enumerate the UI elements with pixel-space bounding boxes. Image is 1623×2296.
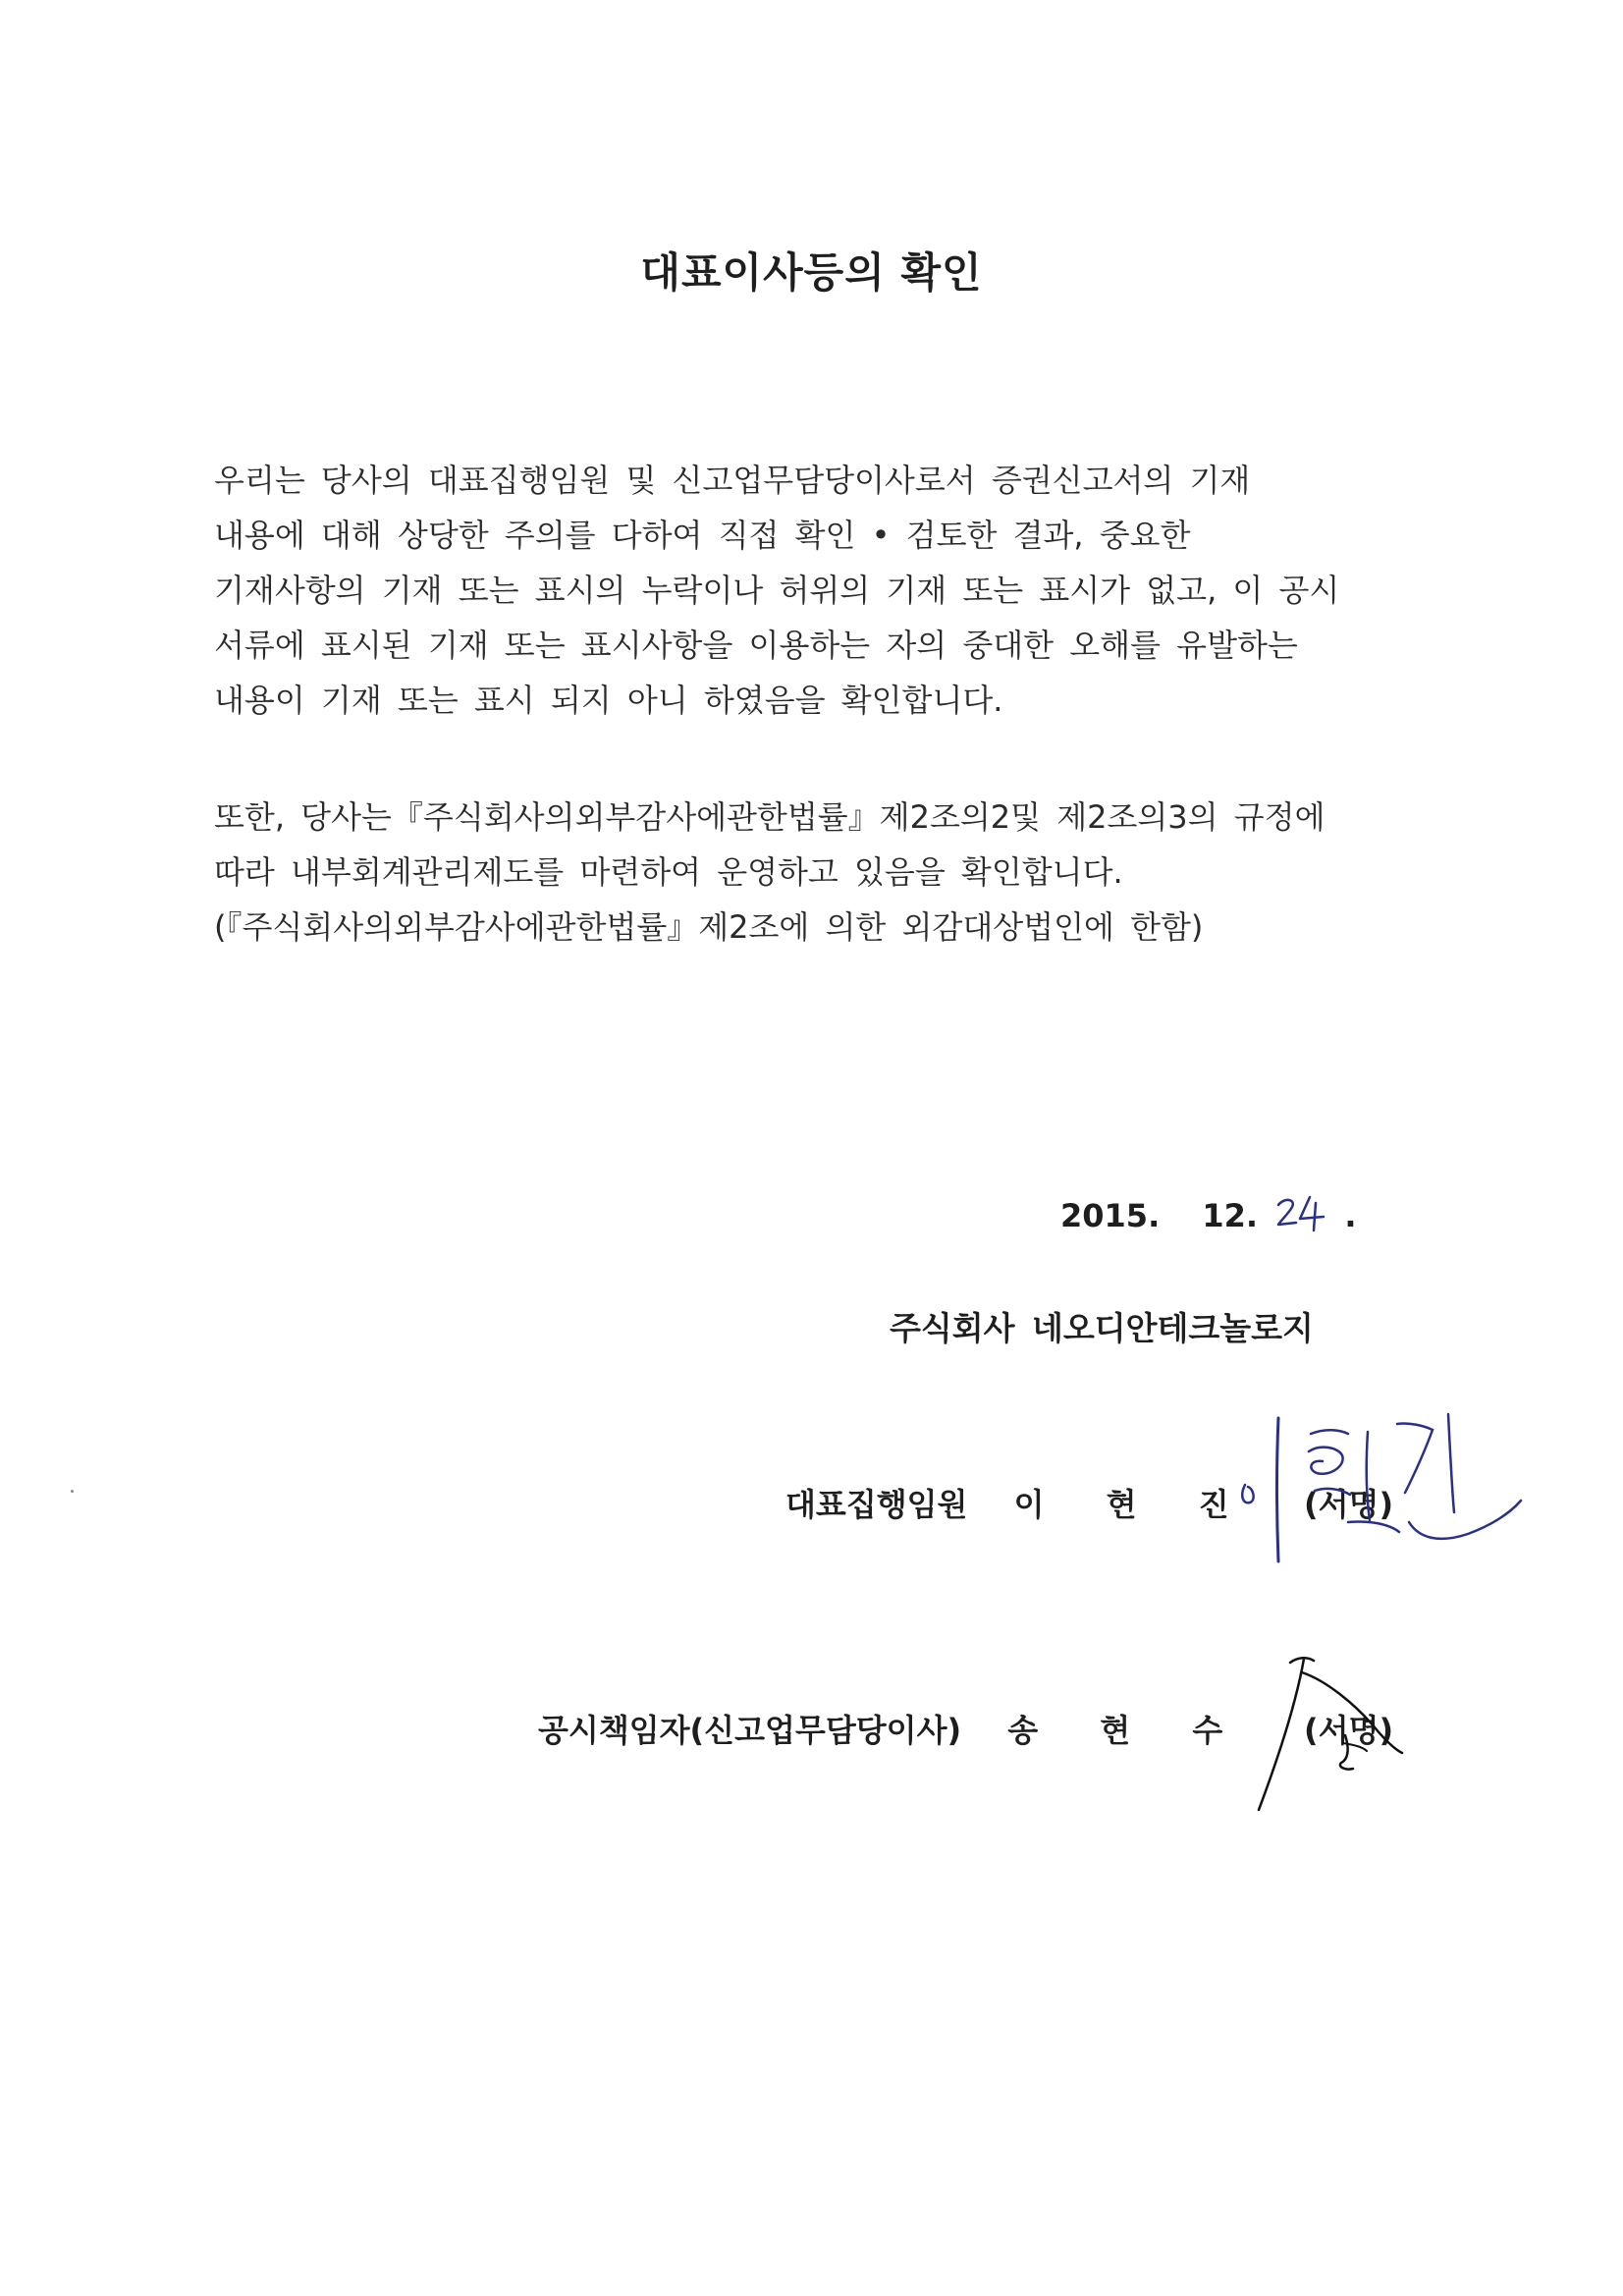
- signer-name: 송 현 수: [1007, 1712, 1223, 1749]
- paragraph-line: 내용에 대해 상당한 주의를 다하여 직접 확인 • 검토한 결과, 중요한: [214, 517, 1191, 554]
- signer-name: 이 현 진: [1013, 1486, 1229, 1523]
- signer-role: 공시책임자(신고업무담당이사): [538, 1712, 962, 1749]
- confirmation-paragraph: [214, 453, 1432, 728]
- paragraph-line: 또한, 당사는『주식회사의외부감사에관한법률』제2조의2및 제2조의3의 규정에: [214, 798, 1325, 836]
- paragraph-line: (『주식회사의외부감사에관한법률』제2조에 의한 외감대상법인에 한함): [214, 908, 1204, 946]
- paragraph-line: 기재사항의 기재 또는 표시의 누락이나 허위의 기재 또는 표시가 없고, 이 공시: [214, 572, 1340, 609]
- date-month: 12.: [1202, 1197, 1259, 1234]
- signer-disclosure-officer: [538, 1706, 1222, 1751]
- signature-label: (서명): [1304, 1486, 1394, 1523]
- paragraph-line: 내용이 기재 또는 표시 되지 아니 하였음을 확인합니다.: [214, 682, 1003, 719]
- paragraph-line: 우리는 당사의 대표집행임원 및 신고업무담당이사로서 증권신고서의 기재: [214, 462, 1251, 499]
- document-date: [1060, 1193, 1356, 1234]
- signature-label: (서명): [1304, 1712, 1394, 1749]
- scan-speck: [71, 1490, 74, 1493]
- document-title: 대표이사등의 확인: [640, 248, 983, 297]
- date-day-handwritten: [1274, 1193, 1331, 1232]
- internal-control-paragraph: [214, 790, 1432, 955]
- company-name: 주식회사 네오디안테크놀로지: [890, 1309, 1314, 1347]
- date-year: 2015.: [1060, 1197, 1161, 1234]
- paragraph-line: 따라 내부회계관리제도를 마련하여 운영하고 있음을 확인합니다.: [214, 853, 1123, 891]
- signer-role: 대표집행임원: [785, 1486, 968, 1523]
- paragraph-line: 서류에 표시된 기재 또는 표시사항을 이용하는 자의 중대한 오해를 유발하는: [214, 627, 1298, 664]
- date-dot: .: [1344, 1197, 1357, 1234]
- signer-ceo: [785, 1480, 1229, 1525]
